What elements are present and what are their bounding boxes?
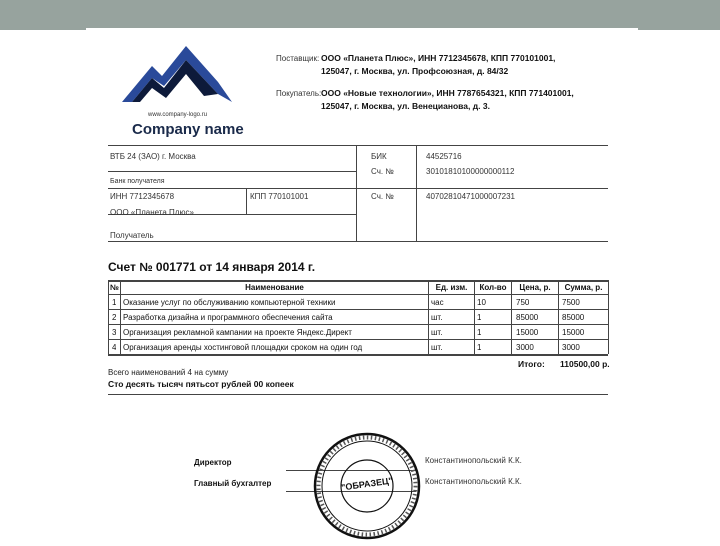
logo-url: www.company-logo.ru — [148, 112, 208, 118]
recipient-label: Получатель — [110, 231, 154, 240]
corr-account-label: Сч. № — [371, 167, 394, 176]
row-name: Организация рекламной кампании на проекте Яндекс.Директ — [123, 328, 352, 337]
total-label: Итого: — [518, 359, 545, 369]
col-header-num: № — [110, 283, 119, 292]
row-price: 85000 — [516, 313, 539, 322]
row-qty: 1 — [477, 328, 482, 337]
amount-in-words: Сто десять тысяч пятьсот рублей 00 копеек — [108, 379, 294, 389]
col-header-unit: Ед. изм. — [435, 283, 468, 292]
row-price: 750 — [516, 298, 530, 307]
account-label: Сч. № — [371, 192, 394, 201]
kpp: КПП 770101001 — [250, 192, 309, 201]
account-value: 40702810471000007231 — [426, 192, 515, 201]
bik-value: 44525716 — [426, 152, 462, 161]
payee-bank-label: Банк получателя — [110, 178, 165, 185]
buyer-label: Покупатель: — [276, 89, 322, 98]
accountant-label: Главный бухгалтер — [194, 479, 272, 488]
total-value: 110500,00 р. — [560, 359, 610, 369]
recipient-org: ООО «Планета Плюс» — [110, 208, 194, 217]
row-sum: 3000 — [562, 343, 580, 352]
invoice-document — [86, 28, 638, 540]
accountant-name: Константинопольский К.К. — [425, 477, 522, 486]
items-count: Всего наименований 4 на сумму — [108, 368, 229, 377]
row-name: Разработка дизайна и программного обеспечения сайта — [123, 313, 333, 322]
supplier-line2: 125047, г. Москва, ул. Профсоюзная, д. 84/32 — [321, 66, 509, 76]
row-unit: шт. — [431, 328, 443, 337]
row-price: 15000 — [516, 328, 539, 337]
bik-label: БИК — [371, 152, 387, 161]
director-name: Константинопольский К.К. — [425, 456, 522, 465]
row-price: 3000 — [516, 343, 534, 352]
row-sum: 15000 — [562, 328, 585, 337]
row-qty: 1 — [477, 343, 482, 352]
corr-account-value: 30101810100000000112 — [426, 167, 515, 176]
row-unit: шт. — [431, 343, 443, 352]
logo-company-name: Company name — [132, 121, 244, 138]
col-header-qty: Кол-во — [479, 283, 507, 292]
row-unit: час — [431, 298, 444, 307]
stamp-text: "ОБРАЗЕЦ" — [340, 475, 394, 493]
buyer-line2: 125047, г. Москва, ул. Венецианова, д. 3. — [321, 101, 490, 111]
row-num: 4 — [112, 343, 117, 352]
supplier-line1: ООО «Планета Плюс», ИНН 7712345678, КПП 770101001, — [321, 53, 556, 63]
row-num: 2 — [112, 313, 117, 322]
supplier-label: Поставщик: — [276, 54, 320, 63]
bank-name: ВТБ 24 (ЗАО) г. Москва — [110, 152, 196, 161]
row-num: 3 — [112, 328, 117, 337]
top-bar — [0, 0, 720, 30]
row-qty: 1 — [477, 313, 482, 322]
inn: ИНН 7712345678 — [110, 192, 175, 201]
col-header-name: Наименование — [245, 283, 304, 292]
row-name: Оказание услуг по обслуживанию компьютерной техники — [123, 298, 336, 307]
row-sum: 7500 — [562, 298, 580, 307]
company-stamp — [312, 431, 422, 541]
mountain-logo-icon — [122, 42, 232, 104]
row-num: 1 — [112, 298, 117, 307]
col-header-sum: Сумма, р. — [564, 283, 603, 292]
company-logo — [116, 42, 246, 138]
row-sum: 85000 — [562, 313, 585, 322]
col-header-price: Цена, р. — [519, 283, 551, 292]
row-unit: шт. — [431, 313, 443, 322]
director-label: Директор — [194, 458, 232, 467]
invoice-title: Счет № 001771 от 14 января 2014 г. — [108, 260, 316, 274]
row-name: Организация аренды хостинговой площадки сроком на один год — [123, 343, 363, 352]
row-qty: 10 — [477, 298, 486, 307]
buyer-line1: ООО «Новые технологии», ИНН 7787654321, КПП 771401001, — [321, 88, 574, 98]
